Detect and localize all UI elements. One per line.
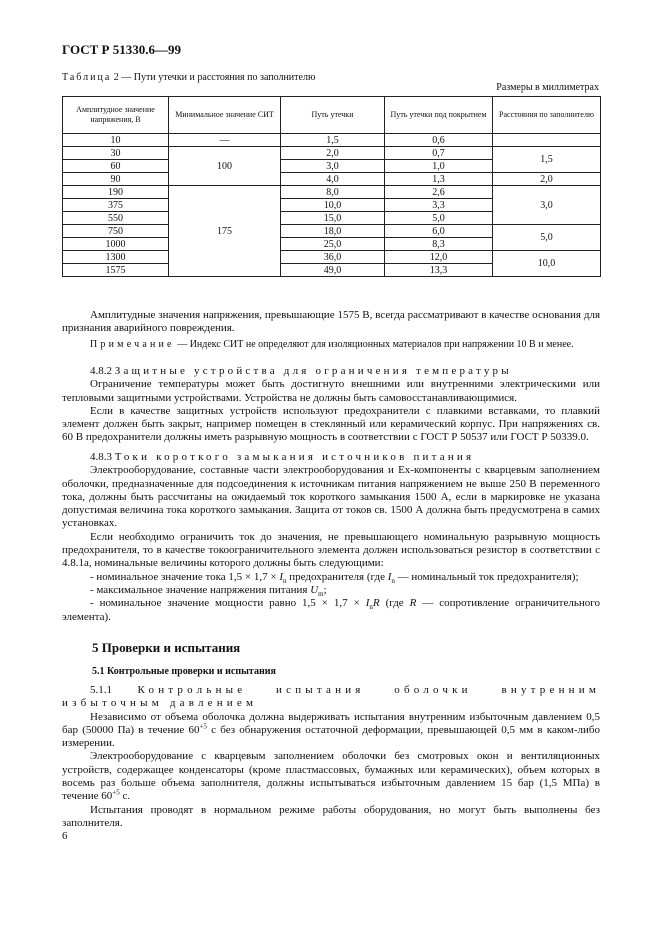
heading-4-8-3-num: 4.8.3 (90, 451, 112, 463)
cell-distance: 1,5 (493, 147, 601, 173)
cell-creepage-coated: 8,3 (385, 238, 493, 251)
table-caption-text: 2 — Пути утечки и расстояния по заполнителю (111, 72, 316, 83)
section-5-1-1 (62, 684, 600, 830)
cell-creepage: 36,0 (281, 251, 385, 264)
page-number: 6 (62, 830, 68, 842)
cell-voltage: 550 (63, 212, 169, 225)
paragraph-4-8-2-2: Если в качестве защитных устройств используют предохранители с плавкими вставками, то плавкий элемент должен быть закрыт, например помещен в стеклянный или керамический корпус. При напряжениях св. 60 В предохранители должны иметь разрывную мощность в соответствии с ГОСТ Р 50537 или ГОСТ Р 50339.0. (62, 404, 600, 444)
cell-voltage: 90 (63, 173, 169, 186)
heading-4-8-3-title: Токи короткого замыкания источников питания (114, 451, 475, 463)
paragraph-4-8-2-1: Ограничение температуры может быть достигнуто внешними или внутренними электрическими или тепловыми защитными устройствами. Устройства не должны быть самовосстанавливающимися. (62, 378, 600, 404)
cell-creepage: 10,0 (281, 199, 385, 212)
section-4-8-3 (62, 451, 600, 624)
cell-voltage: 30 (63, 147, 169, 160)
heading-4-8-2 (62, 365, 600, 378)
note-block (62, 338, 600, 351)
cell-distance: 10,0 (493, 251, 601, 277)
heading-5-1-1 (62, 684, 600, 711)
cell-cti: 100 (169, 147, 281, 186)
cell-creepage: 4,0 (281, 173, 385, 186)
table-caption-label: Таблица (62, 72, 112, 83)
cell-creepage: 15,0 (281, 212, 385, 225)
paragraph-4-8-3-2: Если необходимо ограничить ток до значения, не превышающего номинальную разрывную мощность предохранителя, то в качестве токоограничительного элемента должен использоваться резистор в соответствии с 4.8.1а, номинальные величины которого должны быть следующими: (62, 530, 600, 570)
cell-voltage: 375 (63, 199, 169, 212)
table-header-row (63, 97, 601, 134)
cell-distance (493, 134, 601, 147)
header-distance: Расстояния по заполнителю (493, 97, 601, 134)
section-4-8-2 (62, 365, 600, 445)
document-header: ГОСТ Р 51330.6—99 (62, 42, 181, 57)
heading-4-8-3 (62, 451, 600, 464)
cell-voltage: 750 (63, 225, 169, 238)
cell-creepage: 25,0 (281, 238, 385, 251)
heading-5-1-1-num: 5.1.1 (90, 684, 112, 696)
after-table-block (62, 309, 600, 336)
header-creepage: Путь утечки (281, 97, 385, 134)
cell-cti: — (169, 134, 281, 147)
table-row (63, 147, 601, 160)
cell-voltage: 60 (63, 160, 169, 173)
table-caption (62, 72, 315, 83)
section-5-1-heading: 5.1 Контрольные проверки и испытания (92, 666, 276, 677)
note-text: — Индекс СИТ не определяют для изоляционных материалов при напряжении 10 В и менее. (174, 339, 574, 350)
heading-4-8-2-title: Защитные устройства для ограничения температуры (114, 365, 512, 377)
list-item-power: - номинальное значение мощности равно $1,5 \times 1,7 \times I_nR$ (где R — сопротивление ограничительного элемента). (62, 597, 601, 623)
note-paragraph (62, 338, 600, 351)
cell-creepage-coated: 2,6 (385, 186, 493, 199)
heading-5-1-1-title: Контрольные испытания оболочки внутренним избыточным давлением (62, 684, 600, 710)
paragraph-5-1-1-3: Испытания проводят в нормальном режиме работы оборудования, но могут быть выполнены без заполнителя. (62, 803, 600, 829)
table-row (63, 225, 601, 238)
cell-distance: 5,0 (493, 225, 601, 251)
cell-creepage-coated: 12,0 (385, 251, 493, 264)
paragraph-5-1-1-2: Электрооборудование с кварцевым заполнением оболочки без смотровых окон и вентиляционных устройств, содержащее конденсаторы (кроме пластмассовых, бумажных или керамических), объем которых в восемь раз больше объема заполнителя, должны испытываться избыточным давлением 15 бар (1,5 МПа) в течение $60^{+5}$ с. (62, 750, 600, 803)
cell-distance: 2,0 (493, 173, 601, 186)
table-row (63, 173, 601, 186)
paragraph-5-1-1-1: Независимо от объема оболочка должна выдерживать испытания внутренним избыточным давлением 0,5 бар (50000 Па) в течение $60^{+5}$ с без обнаружения остаточной деформации, превышающей 0,5 мм в каком-либо измерении. (62, 710, 601, 750)
header-creepage-coated: Путь утечки под покрытием (385, 97, 493, 134)
cell-creepage-coated: 0,6 (385, 134, 493, 147)
cell-creepage-coated: 5,0 (385, 212, 493, 225)
after-table-paragraph: Амплитудные значения напряжения, превышающие 1575 В, всегда рассматривают в качестве основания для признания аварийного повреждения. (62, 309, 600, 335)
cell-voltage: 1300 (63, 251, 169, 264)
cell-creepage-coated: 1,0 (385, 160, 493, 173)
cell-distance: 3,0 (493, 186, 601, 225)
paragraph-4-8-3-1: Электрооборудование, составные части электрооборудования и Ех-компоненты с кварцевым заполнением оболочки, предназначенные для подсоединения к источникам питания напряжением не выше 250 В переменного тока, должны быть рассчитаны на ожидаемый ток короткого замыкания 1500 А, если в маркировке не указана допустимая величина тока короткого замыкания. Защита от токов св. 1500 А должна быть предусмотрена в самих установках. (62, 464, 600, 530)
cell-voltage: 10 (63, 134, 169, 147)
cell-creepage-coated: 13,3 (385, 264, 493, 277)
table-row (63, 186, 601, 199)
cell-creepage-coated: 6,0 (385, 225, 493, 238)
cell-voltage: 1575 (63, 264, 169, 277)
table-units: Размеры в миллиметрах (496, 82, 599, 93)
cell-creepage-coated: 3,3 (385, 199, 493, 212)
cell-creepage: 2,0 (281, 147, 385, 160)
cell-voltage: 1000 (63, 238, 169, 251)
section-5-heading: 5 Проверки и испытания (92, 640, 241, 655)
cell-creepage: 18,0 (281, 225, 385, 238)
note-label: Примечание (90, 339, 175, 350)
cell-creepage: 3,0 (281, 160, 385, 173)
header-voltage: Амплитудное значение напряжения, В (63, 97, 169, 134)
cell-creepage-coated: 1,3 (385, 173, 493, 186)
heading-4-8-2-num: 4.8.2 (90, 365, 112, 377)
cell-creepage: 49,0 (281, 264, 385, 277)
cell-cti: 175 (169, 186, 281, 277)
cell-creepage: 1,5 (281, 134, 385, 147)
cell-creepage: 8,0 (281, 186, 385, 199)
list-item-current: - номинальное значение тока $1,5 \times 1,7 \times I_n$ предохранителя (где $I_n$ — номинальный ток предохранителя); (90, 570, 579, 585)
creepage-table (62, 96, 601, 277)
header-cti: Минимальное значение СИТ (169, 97, 281, 134)
cell-voltage: 190 (63, 186, 169, 199)
list-item-voltage: - максимальное значение напряжения питания $U_m$; (90, 583, 327, 599)
table-row (63, 134, 601, 147)
cell-creepage-coated: 0,7 (385, 147, 493, 160)
table-row (63, 251, 601, 264)
